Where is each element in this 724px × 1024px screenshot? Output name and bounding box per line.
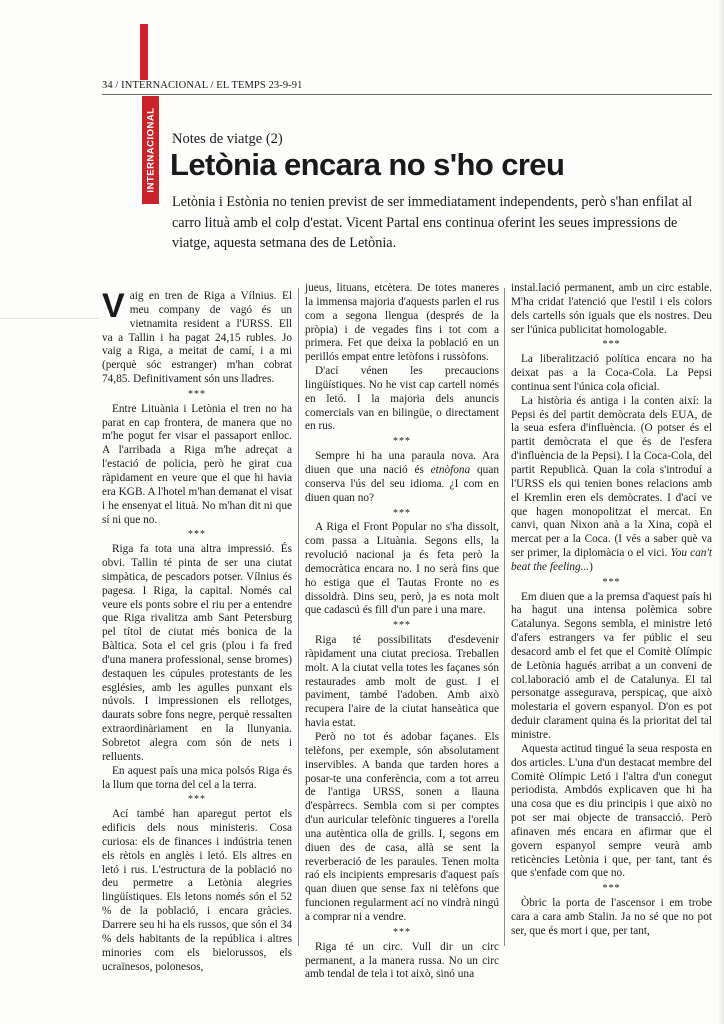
section-separator: ***: [188, 388, 206, 400]
running-head: 34 / INTERNACIONAL / EL TEMPS 23-9-91: [102, 80, 303, 91]
paragraph-text: Sempre hi ha una paraula nova. Ara diuen que una nació és: [305, 450, 499, 476]
red-tab-marker: [140, 24, 148, 80]
paragraph: Riga té un circ. Vull dir un circ permanent, a la manera russa. No un circ amb tendal de tela i tot això, sinó una: [305, 940, 499, 981]
paragraph-text: La història és antiga i la conten així: la Pepsi és del partit demòcrata dels EUA, de la seua esfera d'influència. (O potser és el partit demòcrata el que és de l'esfera d'influència de la Pepsi). I la Coca-Cola, del partit Republicà. Quan la cola s'introduí a l'URSS els qui tenien bones relacions amb el Kremlin eren els demòcrates. I d'ací ve que hagen monopolitzat el mercat. En canvi, quan Nixon anà a la Xina, copà el mercat per a la Coca. (I vés a saber què va ser primer, la diplomàcia o el vici.: [511, 394, 712, 560]
paragraph: instal.lació permanent, amb un circ estable. M'ha cridat l'atenció que l'estil i els colors dels cartells són iguals que els nostres. Deu ser l'única publicitat homologable.: [511, 282, 712, 336]
article-column-3: [511, 282, 712, 952]
paragraph: La liberalització política encara no ha deixat pas a la Coca-Cola. La Pepsi continua sent l'única cola oficial.: [511, 353, 712, 393]
scan-edge-shadow: [718, 0, 724, 1024]
article-kicker: Notes de viatge (2): [172, 131, 283, 147]
article-column-1: [102, 287, 292, 973]
section-band: [142, 96, 159, 204]
column-rule: [504, 288, 505, 946]
section-separator: ***: [393, 507, 411, 519]
section-separator: ***: [188, 794, 206, 806]
paragraph: Em diuen que a la premsa d'aquest país hi ha hagut una intensa polèmica sobre Catalunya. Segons sembla, el ministre letó d'afers estrangers va fer públic el seu desacord amb el fet que el Comitè Olímpic de Letònia hagués arribat a un conveni de col.laboració amb el de Catalunya. El tal personatge assegurava, perspicaç, que això molestaria el govern espanyol. D'on es pot deduir clarament quina és la prioritat del tal ministre.: [511, 590, 712, 741]
section-separator: ***: [602, 576, 621, 588]
paragraph-text: aig en tren de Riga a Vílnius. El meu company de vagó és un vietnamita resident a l'URSS. Ell va a Tallin i ha pagat 24,15 rubles. Jo vaig a Riga, a meitat de camí, i a mi (perquè sóc estranger) m'han cobrat 74,85. Definitivament són uns lladres.: [102, 290, 292, 386]
section-label: INTERNACIONAL: [145, 107, 156, 193]
paragraph: [305, 450, 499, 505]
emphasis-text: etnòfona: [430, 463, 471, 476]
section-separator: ***: [393, 620, 411, 632]
section-separator: ***: [602, 339, 621, 351]
paragraph: Aquesta actitud tingué la seua resposta en dos articles. L'una d'un destacat membre del Comitè Olímpic Letó i l'altra d'un conegut periodista. Ambdós explicaven que hi ha una cosa que es diu principis i que això no pot ser mai objecte de transacció. Però afinaven més encara en afirmar que el govern espanyol sempre veurà amb reticències Letònia i que, per tant, tant és que s'enfade com que no.: [511, 742, 712, 880]
paragraph: [511, 395, 712, 575]
paragraph-text: quan conserva l'ús del seu idioma. ¿I com en diuen quan no?: [305, 463, 499, 504]
drop-cap: V: [102, 287, 125, 325]
section-separator: ***: [393, 926, 411, 938]
article-column-2: [305, 282, 499, 981]
paragraph-text: ): [589, 560, 593, 573]
paragraph: A Riga el Front Popular no s'ha dissolt, com passa a Lituània. Segons ells, la revolució nacional ja és feta però la democràtica encara no. I no serà fins que ho estiga que el Tautas Fronte no es dissoldrà. Dins seu, però, ja es nota molt que cadascú és fill d'un pare i una mare.: [305, 521, 499, 617]
paragraph: En aquest país una mica polsós Riga és la llum que torna del cel a la terra.: [102, 764, 292, 791]
paragraph: Ací també han aparegut pertot els edificis dels nous ministeris. Cosa curiosa: els de finances i indústria tenen els rètols en anglès i letó. Els altres en letó i rus. L'estructura de la població no deu permetre a Letònia alegries lingüístiques. Els letons només són el 52 % de la població, i encara gràcies. Darrere seu hi ha els russos, que són el 34 % dels habitants de la república i altres minories com els bielorussos, els ucraïnesos, polonesos,: [102, 808, 292, 973]
section-separator: ***: [393, 436, 411, 448]
section-separator: ***: [602, 883, 621, 895]
paragraph: Entre Lituània i Letònia el tren no ha parat en cap frontera, de manera que no m'he pogut fer visar el passaport enlloc. A l'arribada a Riga m'he adreçat a l'estació de policia, però he girat cua ràpidament en veure que el que hi havia era KGB. A l'hotel m'han demanat el visat i he ensenyat el lituà. No m'han dit ni que sí ni que no.: [102, 402, 292, 526]
section-separator: ***: [188, 529, 206, 541]
paragraph: [102, 287, 292, 387]
header-rule: [102, 94, 712, 95]
scan-fold-line: [0, 318, 100, 319]
emphasis-text: You can't beat the feeling...: [511, 547, 713, 573]
article-standfirst: Letònia i Estònia no tenien previst de ser immediatament independents, però s'han enfilat al carro lituà amb el colp d'estat. Vicent Partal ens continua oferint les seues impressions de viatge, aquesta setmana des de Letònia.: [172, 194, 693, 251]
article-headline: Letònia encara no s'ho creu: [170, 147, 565, 182]
paragraph: Però no tot és adobar façanes. Els telèfons, per exemple, són absolutament inservibles. A banda que tarden hores a posar-te una conferència, com a tot arreu de l'antiga URSS, sonen a llauna d'espàrrecs. Sembla com si per comptes d'un auricular telefònic tingueres a l'orella una autèntica olla de grills. I, segons em diuen des de casa, allà se sent la reverberació de les paraules. Tenen molta raó els incipients empresaris d'aquest país quan diuen que sense fax ni telèfons que funcionen regularment ací no vindrà ningú a comprar ni a vendre.: [305, 731, 499, 923]
paragraph: Òbric la porta de l'ascensor i em trobe cara a cara amb Stalin. Ja no sé que no pot ser, que és mort i que, per tant,: [511, 897, 712, 937]
paragraph: D'ací vénen les precaucions lingüístiques. No he vist cap cartell només en letó. I la majoria dels anuncis comercials van en bilingüe, o directament en rus.: [305, 365, 499, 433]
column-rule: [298, 288, 299, 946]
paragraph: Riga fa tota una altra impressió. És obvi. Tallin té pinta de ser una ciutat simpàtica, de pescadors potser. Vílnius és pagesa. I Riga, la capital. Només cal veure els ponts sobre el riu per a entendre que Riga rivalitza amb Sant Petersburg pel títol de ciutat més bonica de la Bàltica. Sota el cel gris (plou i fa fred d'una manera professional, sense bromes) destaquen les cúpules protestants de les esglésies, amb les agulles punxant els núvols. I impressionen els rellotges, daurats sobre fons negre, perquè ressalten extraordinàriament en la llunyania. Sobretot alegra com són de nets i relluents.: [102, 543, 292, 763]
paragraph: Riga té possibilitats d'esdevenir ràpidament una ciutat preciosa. Treballen molt. A la ciutat vella totes les façanes són restaurades amb molt de gust. I el paviment, també l'adoben. Amb això recupera l'aire de la ciutat hanseàtica que havia estat.: [305, 634, 499, 730]
paragraph: jueus, lituans, etcètera. De totes maneres la immensa majoria d'aquests parlen el rus com a segona llengua (després de la pròpia) i de vegades fins i tot com a primera. Fet que deixa la població en un perillós empat entre letòfons i russòfons.: [305, 282, 499, 364]
